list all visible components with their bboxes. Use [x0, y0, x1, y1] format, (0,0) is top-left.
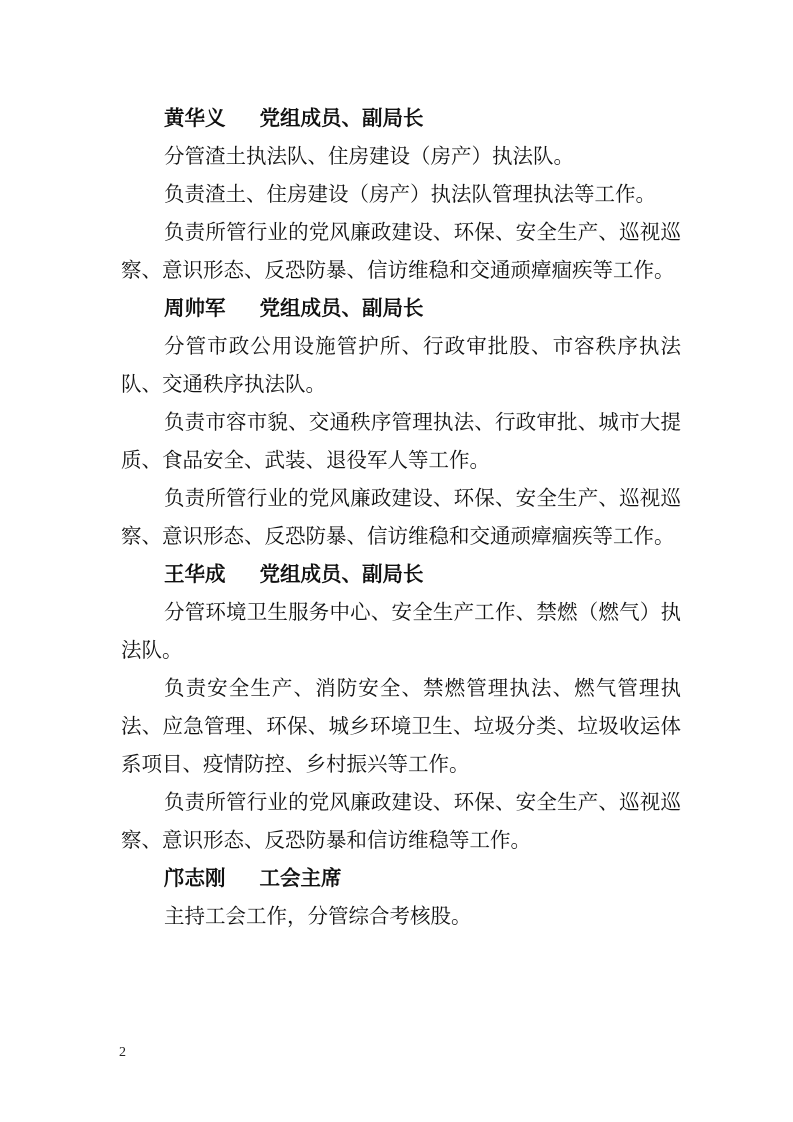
duty-paragraph: 负责所管行业的党风廉政建设、环保、安全生产、巡视巡察、意识形态、反恐防暴、信访维稳和交通顽瘴痼疾等工作。	[121, 220, 681, 282]
leader-section	[121, 859, 681, 935]
duty-paragraph: 负责所管行业的党风廉政建设、环保、安全生产、巡视巡察、意识形态、反恐防暴和信访维稳等工作。	[121, 790, 681, 852]
leader-name: 邝志刚	[164, 866, 226, 890]
duty-paragraph: 负责所管行业的党风廉政建设、环保、安全生产、巡视巡察、意识形态、反恐防暴、信访维稳和交通顽瘴痼疾等工作。	[121, 486, 681, 548]
leader-heading	[121, 289, 681, 327]
leader-name: 王华成	[164, 562, 226, 586]
page-number: 2	[119, 1045, 126, 1060]
leader-title: 党组成员、副局长	[259, 106, 424, 130]
duty-paragraph: 分管市政公用设施管护所、行政审批股、市容秩序执法队、交通秩序执法队。	[121, 334, 681, 396]
leader-name: 黄华义	[164, 106, 226, 130]
leader-title: 党组成员、副局长	[259, 296, 424, 320]
leader-name: 周帅军	[164, 296, 226, 320]
leader-section	[121, 555, 681, 859]
leader-heading	[121, 99, 681, 137]
leader-heading	[121, 859, 681, 897]
document-body	[121, 99, 681, 935]
duty-paragraph: 负责渣土、住房建设（房产）执法队管理执法等工作。	[164, 182, 656, 206]
duty-paragraph: 分管渣土执法队、住房建设（房产）执法队。	[164, 144, 574, 168]
duty-paragraph: 负责市容市貌、交通秩序管理执法、行政审批、城市大提质、食品安全、武装、退役军人等工作。	[121, 410, 681, 472]
duty-paragraph: 主持工会工作，分管综合考核股。	[164, 904, 472, 928]
leader-heading	[121, 555, 681, 593]
leader-section	[121, 289, 681, 555]
duty-paragraph: 负责安全生产、消防安全、禁燃管理执法、燃气管理执法、应急管理、环保、城乡环境卫生、垃圾分类、垃圾收运体系项目、疫情防控、乡村振兴等工作。	[121, 676, 681, 776]
duty-paragraph: 分管环境卫生服务中心、安全生产工作、禁燃（燃气）执法队。	[121, 600, 681, 662]
leader-section	[121, 99, 681, 289]
leader-title: 工会主席	[259, 866, 342, 890]
leader-title: 党组成员、副局长	[259, 562, 424, 586]
